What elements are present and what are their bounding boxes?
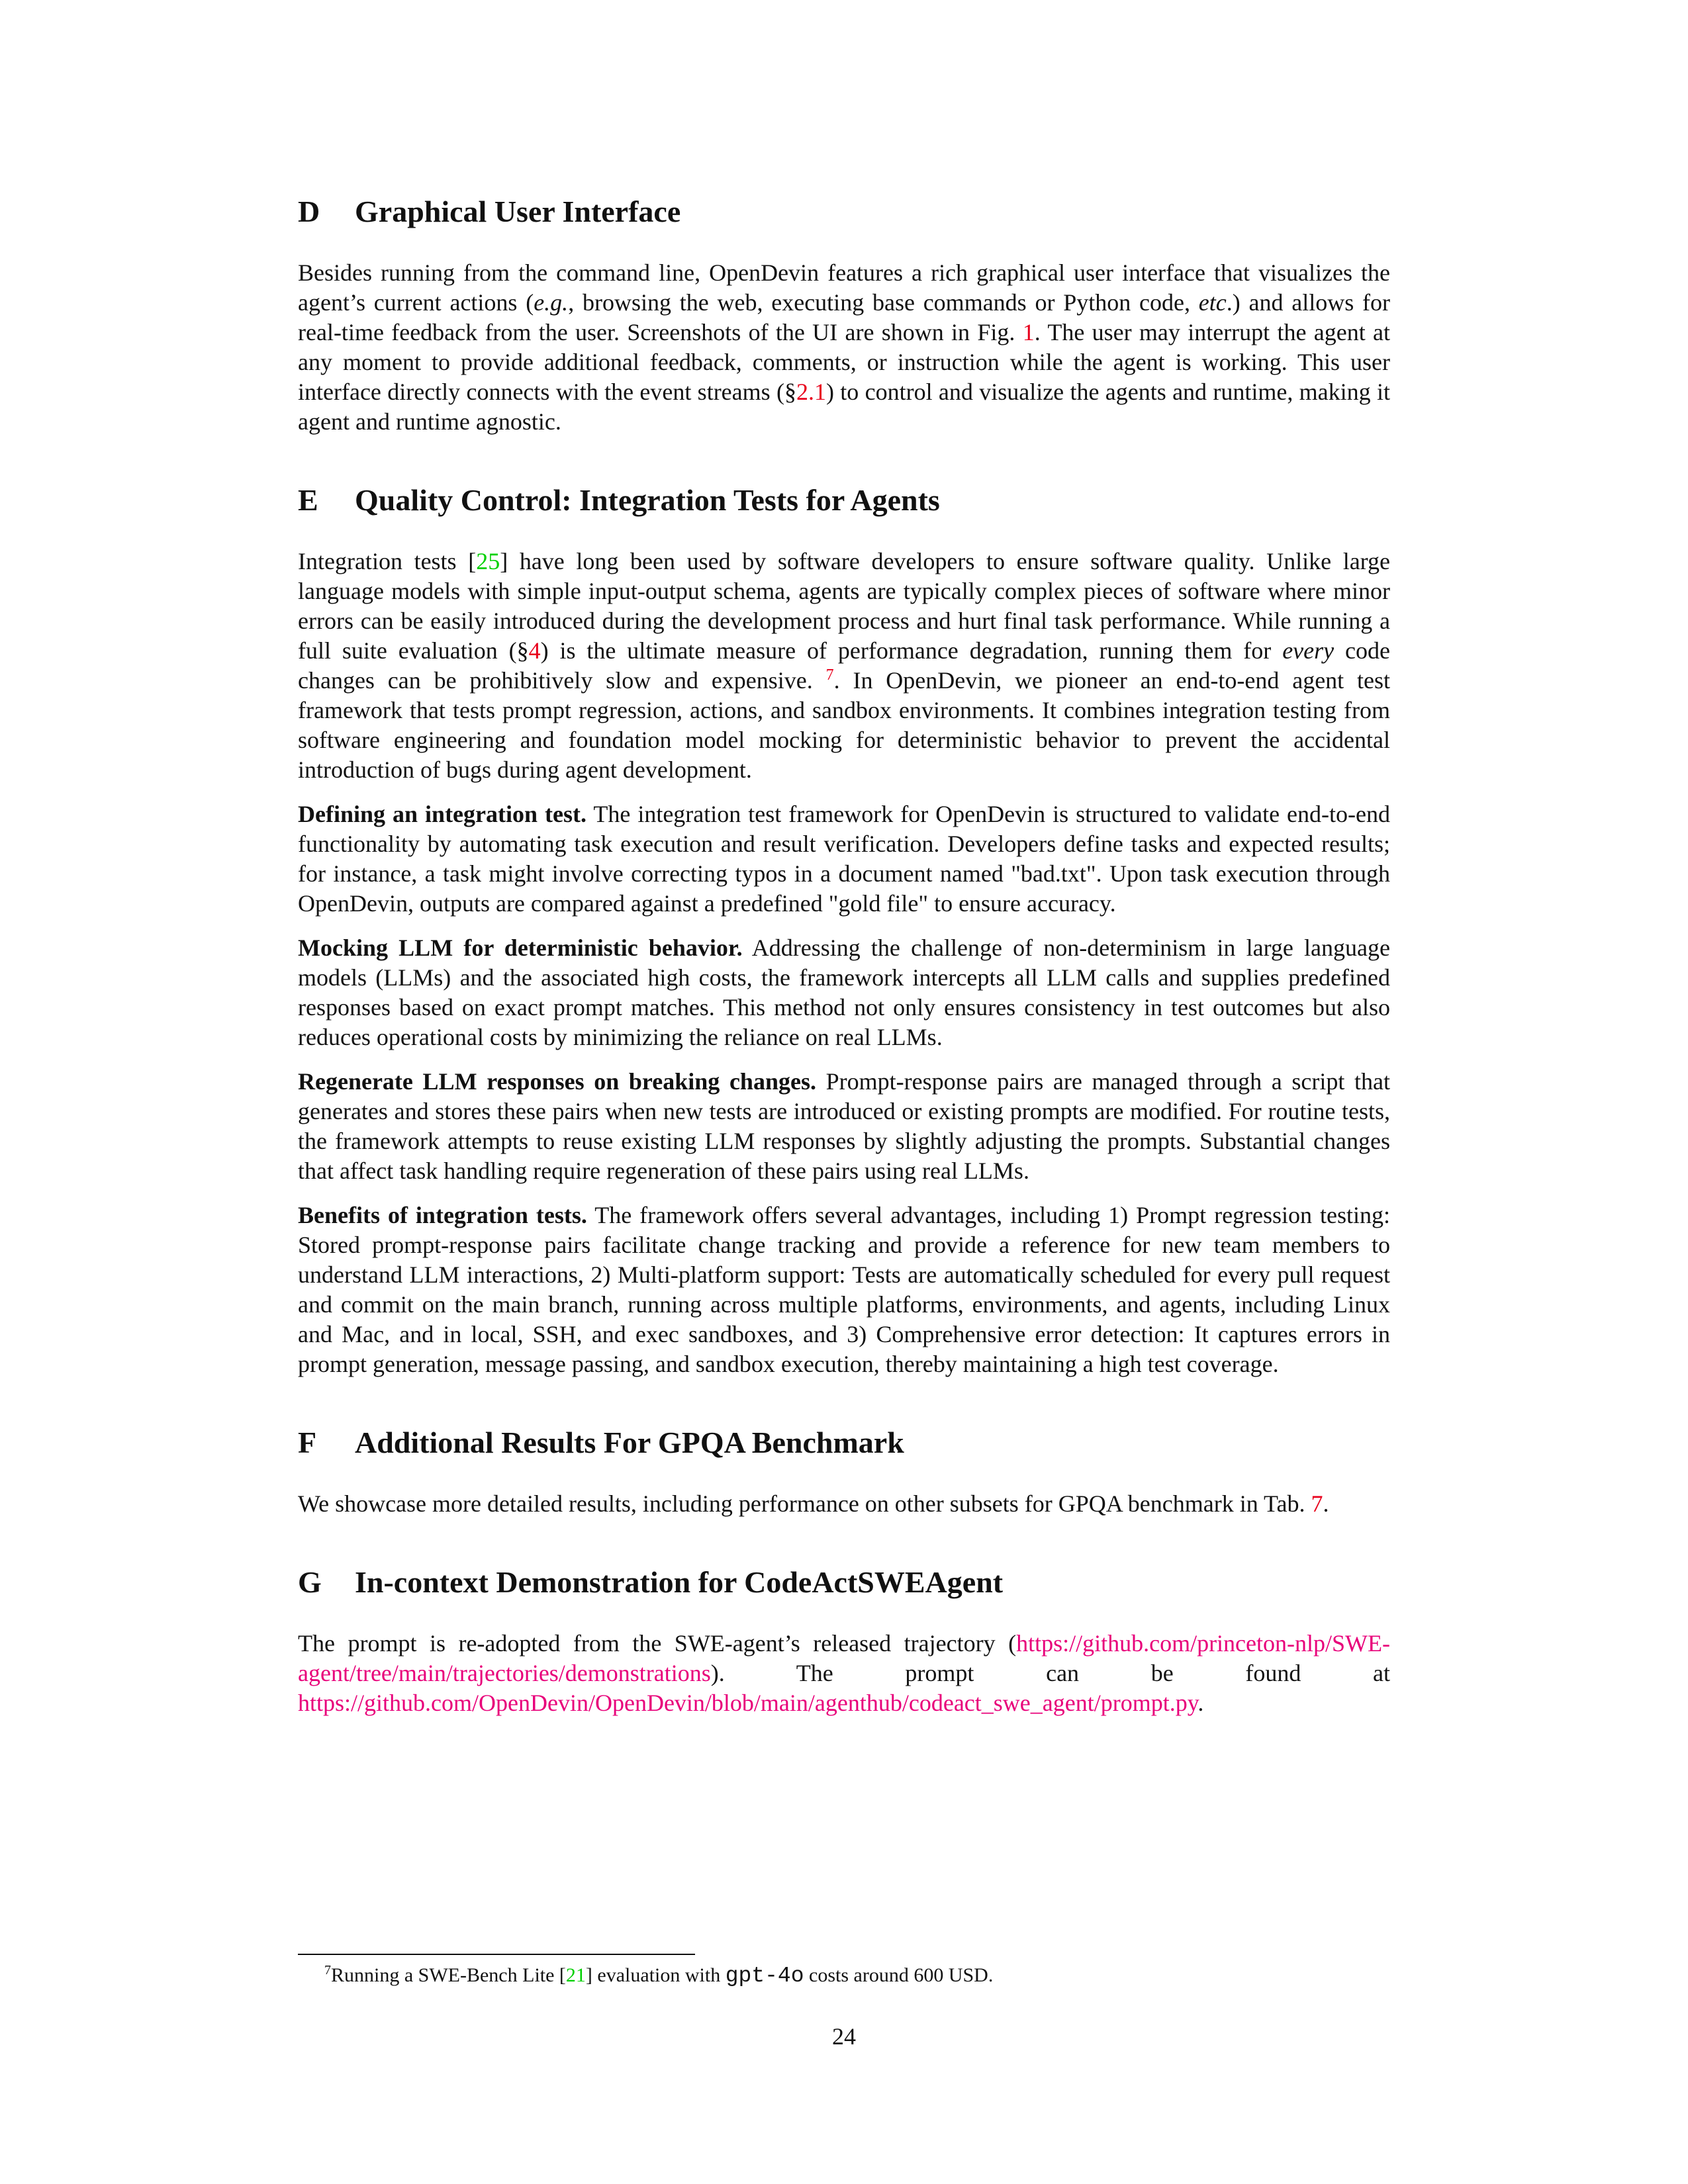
text-run: Addressing the challenge of non-determinism in large language models (LLMs) and the associated high costs, the framework intercepts all LLM calls and supplies predefined responses based on exact prompt matches. This method not only ensures consistency in test outcomes but also reduces operational costs by minimizing the reliance on real LLMs.	[298, 934, 1390, 1050]
section-e-paragraph-intro	[298, 547, 1390, 785]
section-d-paragraph	[298, 258, 1390, 437]
section-title: Quality Control: Integration Tests for Agents	[355, 483, 940, 517]
text-run: ] have long been used by software developers to ensure software quality. Unlike large language models with simple input-output schema, agents are typically complex pieces of software where minor errors can be easily introduced during the development process and hurt final task performance. While running a full suite evaluation (§	[298, 548, 1390, 664]
text-run: Running a SWE-Bench Lite [	[331, 1964, 566, 1986]
section-e-paragraph-defining	[298, 799, 1390, 919]
text-run: costs around 600 USD.	[804, 1964, 994, 1986]
paragraph-lead: Defining an integration test.	[298, 801, 586, 827]
section-title: Additional Results For GPQA Benchmark	[355, 1426, 904, 1459]
section-g-paragraph	[298, 1629, 1390, 1718]
footnote-ref-link[interactable]: 7	[825, 666, 834, 684]
text-run: . In OpenDevin, we pioneer an end-to-end agent test framework that tests prompt regression, actions, and sandbox environments. It combines integration testing from software engineering and foundation model mocking for deterministic behavior to prevent the accidental introduction of bugs during agent development.	[298, 667, 1391, 783]
section-title: In-context Demonstration for CodeActSWEAgent	[355, 1565, 1004, 1599]
text-run: , browsing the web, executing base commands or Python code,	[568, 289, 1199, 316]
section-ref-link[interactable]: 4	[528, 637, 541, 664]
text-run: .	[1197, 1690, 1204, 1716]
section-e-heading	[298, 480, 1390, 520]
text-run: ) to control and visualize the agents and runtime, making it agent and runtime agnostic.	[298, 379, 1390, 435]
paragraph-lead: Regenerate LLM responses on breaking changes.	[298, 1068, 816, 1095]
text-run: . The user may interrupt the agent at any moment to provide additional feedback, comments, or instruction while the agent is working. This user interface directly connects with the event streams (§	[298, 319, 1391, 405]
section-f-heading	[298, 1423, 1390, 1463]
italic-text: every	[1282, 637, 1335, 664]
text-run: Prompt-response pairs are managed through a script that generates and stores these pairs when new tests are introduced or existing prompts are modified. For routine tests, the framework attempts to reuse existing LLM responses by slightly adjusting the prompts. Substantial changes that affect task handling require regeneration of these pairs using real LLMs.	[298, 1068, 1390, 1184]
page-number: 24	[832, 2023, 856, 2050]
text-run: The integration test framework for OpenDevin is structured to validate end-to-end functionality by automating task execution and result verification. Developers define tasks and expected results; for instance, a task might involve correcting typos in a document named "bad.txt". Upon task execution through OpenDevin, outputs are compared against a predefined "gold file" to ensure accuracy.	[298, 801, 1390, 917]
text-run: ). The prompt can be found at	[710, 1660, 1390, 1686]
footnote-divider	[298, 1954, 695, 1955]
italic-text: e.g.	[534, 289, 569, 316]
trajectory-url-link[interactable]: https://github.com/princeton-nlp/SWE-agent/tree/main/trajectories/demonstrations	[298, 1630, 1390, 1686]
table-ref-link[interactable]: 7	[1311, 1490, 1323, 1517]
section-number: F	[298, 1426, 317, 1459]
section-number: G	[298, 1565, 322, 1599]
footnote	[324, 1963, 1383, 1989]
page-content	[298, 192, 1390, 1718]
paragraph-lead: Mocking LLM for deterministic behavior.	[298, 934, 743, 961]
text-run: Integration tests [	[298, 548, 477, 574]
code-text: gpt-4o	[725, 1964, 804, 1988]
text-run: We showcase more detailed results, including performance on other subsets for GPQA benchmark in Tab.	[298, 1490, 1311, 1517]
prompt-url-link[interactable]: https://github.com/OpenDevin/OpenDevin/blob/main/agenthub/codeact_swe_agent/prompt.py	[298, 1690, 1198, 1716]
text-run: ) is the ultimate measure of performance degradation, running them for	[540, 637, 1283, 664]
text-run: .	[1323, 1490, 1329, 1517]
section-title: Graphical User Interface	[355, 195, 681, 228]
paragraph-lead: Benefits of integration tests.	[298, 1202, 587, 1228]
footnote-mark: 7	[324, 1963, 331, 1978]
section-g-heading	[298, 1563, 1390, 1602]
citation-link[interactable]: 25	[476, 548, 500, 574]
text-run: The prompt is re-adopted from the SWE-agent’s released trajectory (	[298, 1630, 1017, 1657]
section-number: D	[298, 195, 320, 228]
section-d-heading	[298, 192, 1390, 232]
section-e-paragraph-regenerate	[298, 1067, 1390, 1186]
figure-ref-link[interactable]: 1	[1022, 319, 1035, 345]
text-run: The framework offers several advantages, including 1) Prompt regression testing: Stored prompt-response pairs facilitate change tracking and provide a reference for new team members to understand LLM interactions, 2) Multi-platform support: Tests are automatically scheduled for every pull request and commit on the main branch, running across multiple platforms, environments, and agents, including Linux and Mac, and in local, SSH, and exec sandboxes, and 3) Comprehensive error detection: It captures errors in prompt generation, message passing, and sandbox execution, thereby maintaining a high test coverage.	[298, 1202, 1391, 1377]
italic-text: etc	[1198, 289, 1227, 316]
text-run: code changes can be prohibitively slow and expensive.	[298, 637, 1390, 694]
citation-link[interactable]: 21	[565, 1964, 586, 1986]
text-run: .) and allows for real-time feedback from the user. Screenshots of the UI are shown in Fig.	[298, 289, 1390, 345]
section-number: E	[298, 483, 318, 517]
text-run: ] evaluation with	[585, 1964, 726, 1986]
text-run: Besides running from the command line, OpenDevin features a rich graphical user interface that visualizes the agent’s current actions (	[298, 259, 1390, 316]
section-e-paragraph-mocking	[298, 933, 1390, 1052]
section-e-paragraph-benefits	[298, 1201, 1390, 1379]
section-f-paragraph	[298, 1489, 1390, 1519]
section-ref-link[interactable]: 2.1	[796, 379, 826, 405]
